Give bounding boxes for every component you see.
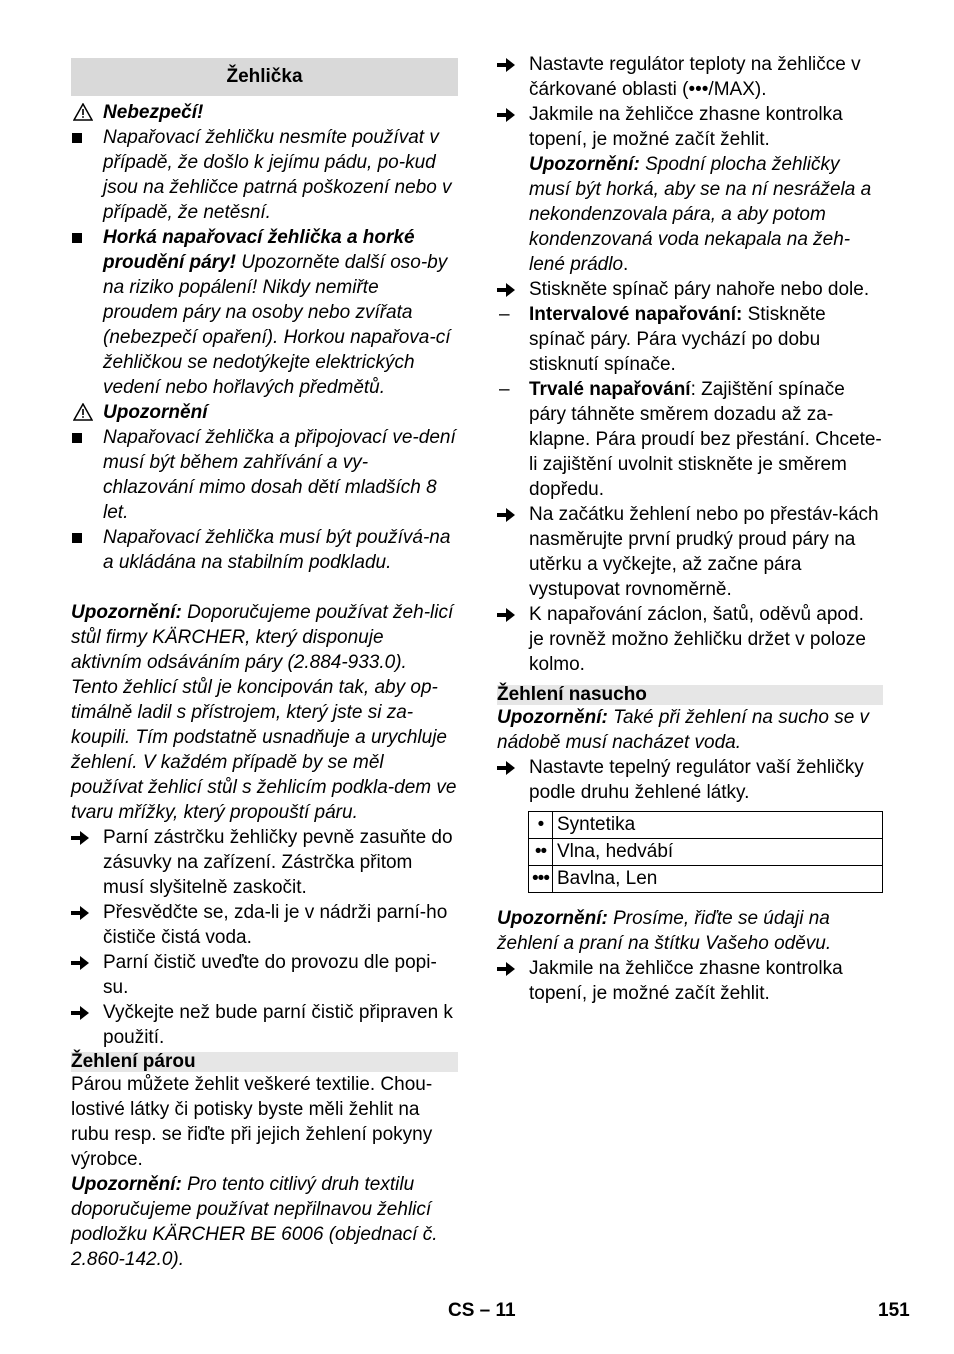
caution-item-text: Napařovací žehlička a připojovací ve-dení musí být během zahřívání a vy-chlazování mimo dosah dětí mladších 8 let.	[103, 427, 456, 523]
danger-item-text: Napařovací žehličku nesmíte používat v případě, že došlo k jejímu pádu, po-kud jsou na žehličce patrná poškození nebo v případě, že netěsní.	[103, 127, 452, 223]
note-label: Upozornění:	[529, 154, 640, 175]
bullet-square-icon	[72, 433, 82, 443]
danger-item-heading: Horká napařovací žehlička a horké proudění páry!	[103, 227, 415, 273]
arrow-right-icon	[497, 283, 515, 297]
subsection-title: Žehlení nasucho	[497, 685, 883, 705]
dash-item	[497, 302, 883, 377]
arrow-right-icon	[497, 58, 515, 72]
danger-label: Nebezpečí!	[103, 102, 204, 123]
dots-cell: ••	[529, 839, 553, 866]
warning-triangle-icon	[73, 403, 93, 421]
instruction-step	[497, 102, 883, 277]
list-item	[71, 125, 458, 225]
note-text: Spodní plocha žehličky musí být horká, aby se na ní nesrážela a nekondenzovala pára, a aby potom kondenzovaná voda nekapala na žeh-lené prádlo	[529, 154, 872, 275]
note-text: Prosíme, řiďte se údaji na žehlení a praní na štítku Vašeho oděvu.	[497, 908, 832, 954]
subsection-title: Žehlení párou	[71, 1052, 458, 1072]
table-row	[529, 866, 883, 893]
dash-bullet: –	[499, 379, 510, 400]
instruction-step	[71, 950, 458, 1000]
note-end: .	[623, 254, 629, 275]
instruction-step	[71, 900, 458, 950]
note-text: Také při žehlení na sucho se v nádobě musí nacházet voda.	[497, 707, 870, 753]
note-inline	[529, 154, 871, 275]
page-number: 151	[878, 1300, 910, 1321]
step-text: Stiskněte spínač páry nahoře nebo dole.	[529, 279, 870, 300]
step-text: Parní čistič uveďte do provozu dle popi-su.	[103, 952, 437, 998]
note-label: Upozornění:	[497, 707, 608, 728]
step-text: Jakmile na žehličce zhasne kontrolka topení, je možné začít žehlit.	[529, 958, 843, 1004]
arrow-right-icon	[71, 1006, 89, 1020]
temperature-table	[528, 811, 883, 893]
bullet-square-icon	[72, 233, 82, 243]
list-item	[71, 225, 458, 400]
caution-warning	[71, 400, 458, 425]
step-text: Nastavte regulátor teploty na žehličce v čárkované oblasti (•••/MAX).	[529, 54, 861, 100]
step-text: Přesvědčte se, zda-li je v nádrži parní-ho čističe čistá voda.	[103, 902, 448, 948]
note-label: Upozornění:	[71, 602, 182, 623]
instruction-step	[497, 52, 883, 102]
note-paragraph	[71, 1172, 458, 1272]
instruction-step	[71, 825, 458, 900]
note-paragraph	[71, 600, 458, 825]
item-label: Trvalé napařování	[529, 379, 691, 400]
step-text: Vyčkejte než bude parní čistič připraven k použití.	[103, 1002, 453, 1048]
instruction-step	[71, 1000, 458, 1050]
note-label: Upozornění:	[71, 1174, 182, 1195]
body-paragraph: Párou můžete žehlit veškeré textilie. Chou-lostivé látky či potisky byste měli žehlit na rubu resp. se řiďte při jejich žehlení pokyny výrobce.	[71, 1074, 433, 1170]
section-title: Žehlička	[71, 58, 458, 96]
table-row	[529, 839, 883, 866]
arrow-right-icon	[497, 508, 515, 522]
danger-item-text: Upozorněte další oso-by na riziko popálení! Nikdy nemiřte proudem páry na osoby nebo zvířata (nebezpečí opaření). Horkou napařova-cí žehličkou se nedotýkejte elektrických vedení nebo hořlavých předmětů.	[103, 252, 451, 398]
note-paragraph	[497, 906, 883, 956]
danger-warning	[71, 100, 458, 125]
step-text: K napařování záclon, šatů, oděvů apod. je rovněž možno žehličku držet v poloze kolmo.	[529, 604, 866, 675]
bullet-square-icon	[72, 533, 82, 543]
fabric-cell: Syntetika	[553, 812, 883, 839]
arrow-right-icon	[71, 831, 89, 845]
note-paragraph	[497, 705, 883, 755]
dash-bullet: –	[499, 304, 510, 325]
item-label: Intervalové napařování:	[529, 304, 743, 325]
item-text: : Zajištění spínače páry táhněte směrem dozadu až za-klapne. Pára proudí bez přestání. Chcete-li zajištění uvolnit stiskněte je směrem dopředu.	[529, 379, 882, 500]
step-text: Parní zástrčku žehličky pevně zasuňte do zásuvky na zařízení. Zástrčka přitom musí slyšitelně zaskočit.	[103, 827, 453, 898]
caution-item-text: Napařovací žehlička musí být používá-na a ukládána na stabilním podkladu.	[103, 527, 451, 573]
bullet-square-icon	[72, 133, 82, 143]
right-column	[497, 52, 883, 1006]
arrow-right-icon	[71, 906, 89, 920]
list-item	[71, 425, 458, 525]
caution-label: Upozornění	[103, 402, 208, 423]
instruction-step	[497, 602, 883, 677]
instruction-step	[497, 956, 883, 1006]
footer-section-label: CS – 11	[448, 1300, 516, 1321]
arrow-right-icon	[497, 962, 515, 976]
left-column	[71, 52, 458, 1272]
step-text: Na začátku žehlení nebo po přestáv-kách nasměrujte první prudký proud páry na utěrku a vyčkejte, až začne pára vystupovat rovnoměrně.	[529, 504, 879, 600]
arrow-right-icon	[497, 761, 515, 775]
arrow-right-icon	[497, 608, 515, 622]
fabric-cell: Bavlna, Len	[553, 866, 883, 893]
instruction-step	[497, 755, 883, 805]
dash-item	[497, 377, 883, 502]
list-item	[71, 525, 458, 575]
fabric-cell: Vlna, hedvábí	[553, 839, 883, 866]
dots-cell: •••	[529, 866, 553, 893]
step-text: Jakmile na žehličce zhasne kontrolka topení, je možné začít žehlit.	[529, 104, 843, 150]
dots-cell: •	[529, 812, 553, 839]
instruction-step	[497, 277, 883, 302]
note-text: Pro tento citlivý druh textilu doporučujeme používat nepřilnavou žehlicí podložku KÄRCHER BE 6006 (objednací č. 2.860-142.0).	[71, 1174, 438, 1270]
note-label: Upozornění:	[497, 908, 608, 929]
note-text: Doporučujeme používat žeh-licí stůl firmy KÄRCHER, který disponuje aktivním odsáváním páry (2.884-933.0). Tento žehlicí stůl je koncipován tak, aby op-timálně ladil s přístrojem, který jste si za-koupili. Tím podstatně usnadňuje a urychluje žehlení. V každém případě by se měl používat žehlicí stůl s žehlicím podkla-dem ve tvaru mřížky, který propouští páru.	[71, 602, 457, 823]
warning-triangle-icon	[73, 103, 93, 121]
arrow-right-icon	[71, 956, 89, 970]
step-text: Nastavte tepelný regulátor vaší žehličky podle druhu žehlené látky.	[529, 757, 864, 803]
table-row	[529, 812, 883, 839]
arrow-right-icon	[497, 108, 515, 122]
item-text: Stiskněte spínač páry. Pára vychází po dobu stisknutí spínače.	[529, 304, 826, 375]
instruction-step	[497, 502, 883, 602]
